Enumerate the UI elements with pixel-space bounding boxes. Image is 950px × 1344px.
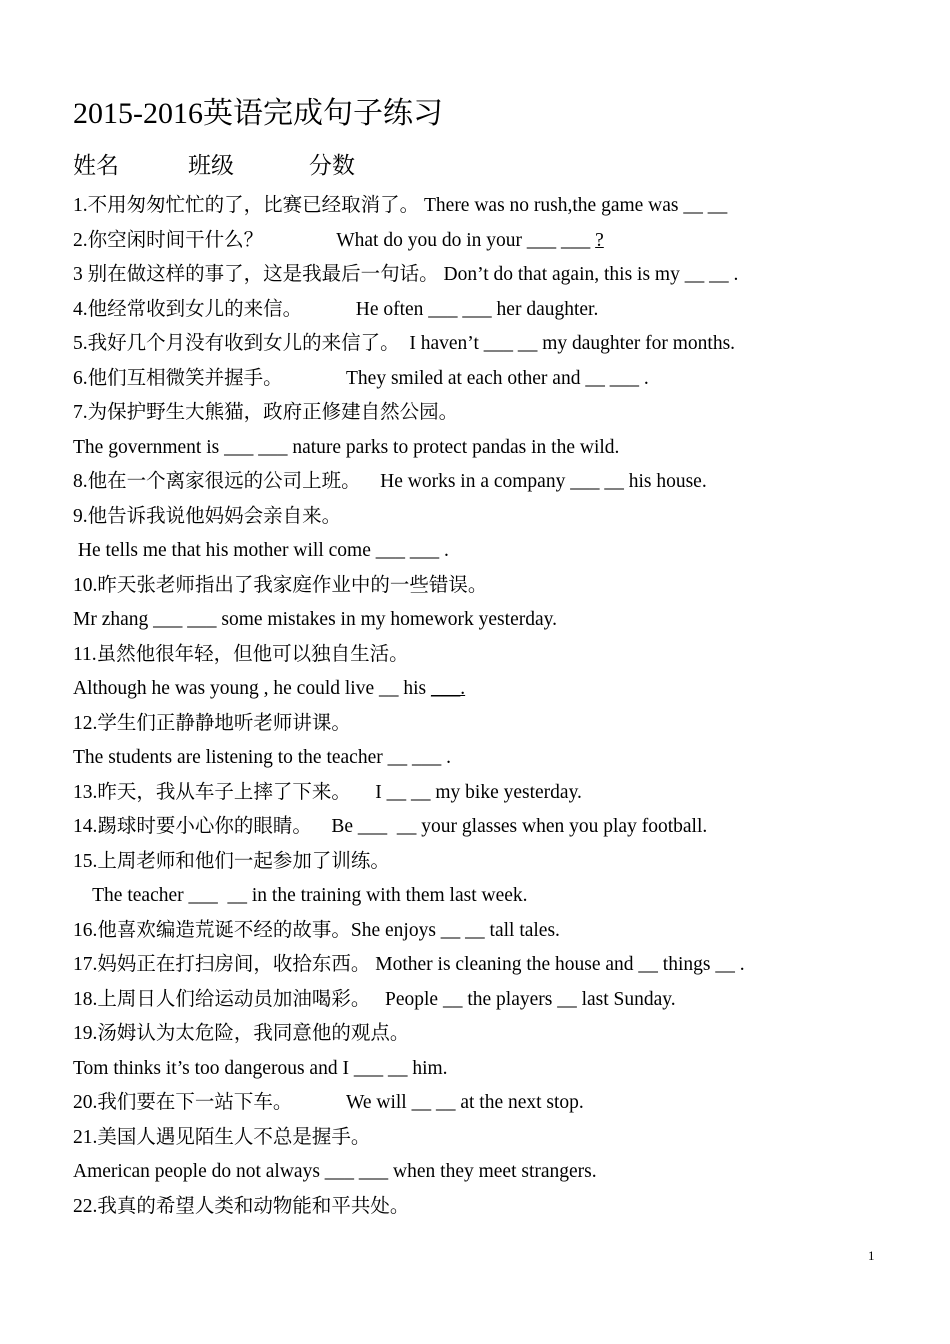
exercise-line: American people do not always ___ ___ when they meet strangers. [73, 1161, 597, 1182]
exercise-line: 9.他告诉我说他妈妈会亲自来。 [73, 505, 342, 527]
exercise-line: 18.上周日人们给运动员加油喝彩。 People __ the players __ last Sunday. [73, 988, 676, 1010]
page-number: 1 [868, 1248, 875, 1263]
exercise-line: 4.他经常收到女儿的来信。 He often ___ ___ her daughter. [73, 298, 599, 320]
exercise-line: 13.昨天，我从车子上摔了下来。 I __ __ my bike yesterday. [73, 781, 582, 803]
exercise-line: 20.我们要在下一站下车。 We will __ __ at the next stop. [73, 1092, 584, 1113]
name-label: 姓名 [73, 153, 119, 178]
document-page [73, 92, 893, 1224]
underlined-blank: ___. [431, 678, 466, 699]
exercise-line: 10.昨天张老师指出了我家庭作业中的一些错误。 [73, 574, 488, 596]
exercise-line: 3 别在做这样的事了，这是我最后一句话。 Don’t do that again, this is my __ __ . [73, 264, 739, 285]
exercise-line: 19.汤姆认为太危险，我同意他的观点。 [73, 1023, 410, 1044]
exercise-line: 8.他在一个离家很远的公司上班。 He works in a company ___ __ his house. [73, 471, 707, 492]
exercise-line: 7.为保护野生大熊猫，政府正修建自然公园。 [73, 402, 459, 423]
exercise-line: 11.虽然他很年轻，但他可以独自生活。 [73, 643, 409, 665]
exercise-line: He tells me that his mother will come ___ ___ . [73, 540, 449, 561]
exercise-line: 22.我真的希望人类和动物能和平共处。 [73, 1195, 410, 1217]
exercise-line: 21.美国人遇见陌生人不总是握手。 [73, 1126, 371, 1148]
exercise-line: Mr zhang ___ ___ some mistakes in my homework yesterday. [73, 609, 557, 630]
exercise-line: 12.学生们正静静地听老师讲课。 [73, 712, 351, 734]
student-info-row [73, 146, 893, 186]
exercise-line: 1.不用匆匆忙忙的了，比赛已经取消了。 There was no rush,the game was __ __ [73, 195, 728, 216]
exercise-line: 16.他喜欢编造荒诞不经的故事。She enjoys __ __ tall tales. [73, 919, 560, 941]
score-label: 分数 [309, 153, 355, 178]
document-title: 2015-2016英语完成句子练习 [73, 97, 443, 130]
exercise-line: 14.踢球时要小心你的眼睛。 Be ___ __ your glasses when you play football. [73, 816, 708, 837]
exercise-line: The students are listening to the teacher __ ___ . [73, 747, 451, 768]
exercise-line: 2.你空闲时间干什么？ What do you do in your ___ ___ ? [73, 229, 604, 251]
exercise-line: The teacher ___ __ in the training with them last week. [73, 885, 528, 906]
underlined-mark: ? [595, 229, 604, 251]
exercise-line: 6.他们互相微笑并握手。 They smiled at each other and __ ___ . [73, 367, 649, 389]
exercise-line: 17.妈妈正在打扫房间，收拾东西。 Mother is cleaning the house and __ things __ . [73, 954, 745, 975]
exercise-line: Tom thinks it’s too dangerous and I ___ __ him. [73, 1057, 448, 1079]
exercise-line: Although he was young , he could live __ his ___. [73, 678, 466, 699]
exercise-line: 15.上周老师和他们一起参加了训练。 [73, 850, 390, 872]
exercise-list [73, 189, 893, 1224]
exercise-line: 5.我好几个月没有收到女儿的来信了。 I haven’t ___ __ my daughter for months. [73, 333, 736, 354]
class-label: 班级 [188, 153, 234, 178]
exercise-line: The government is ___ ___ nature parks to protect pandas in the wild. [73, 436, 620, 458]
